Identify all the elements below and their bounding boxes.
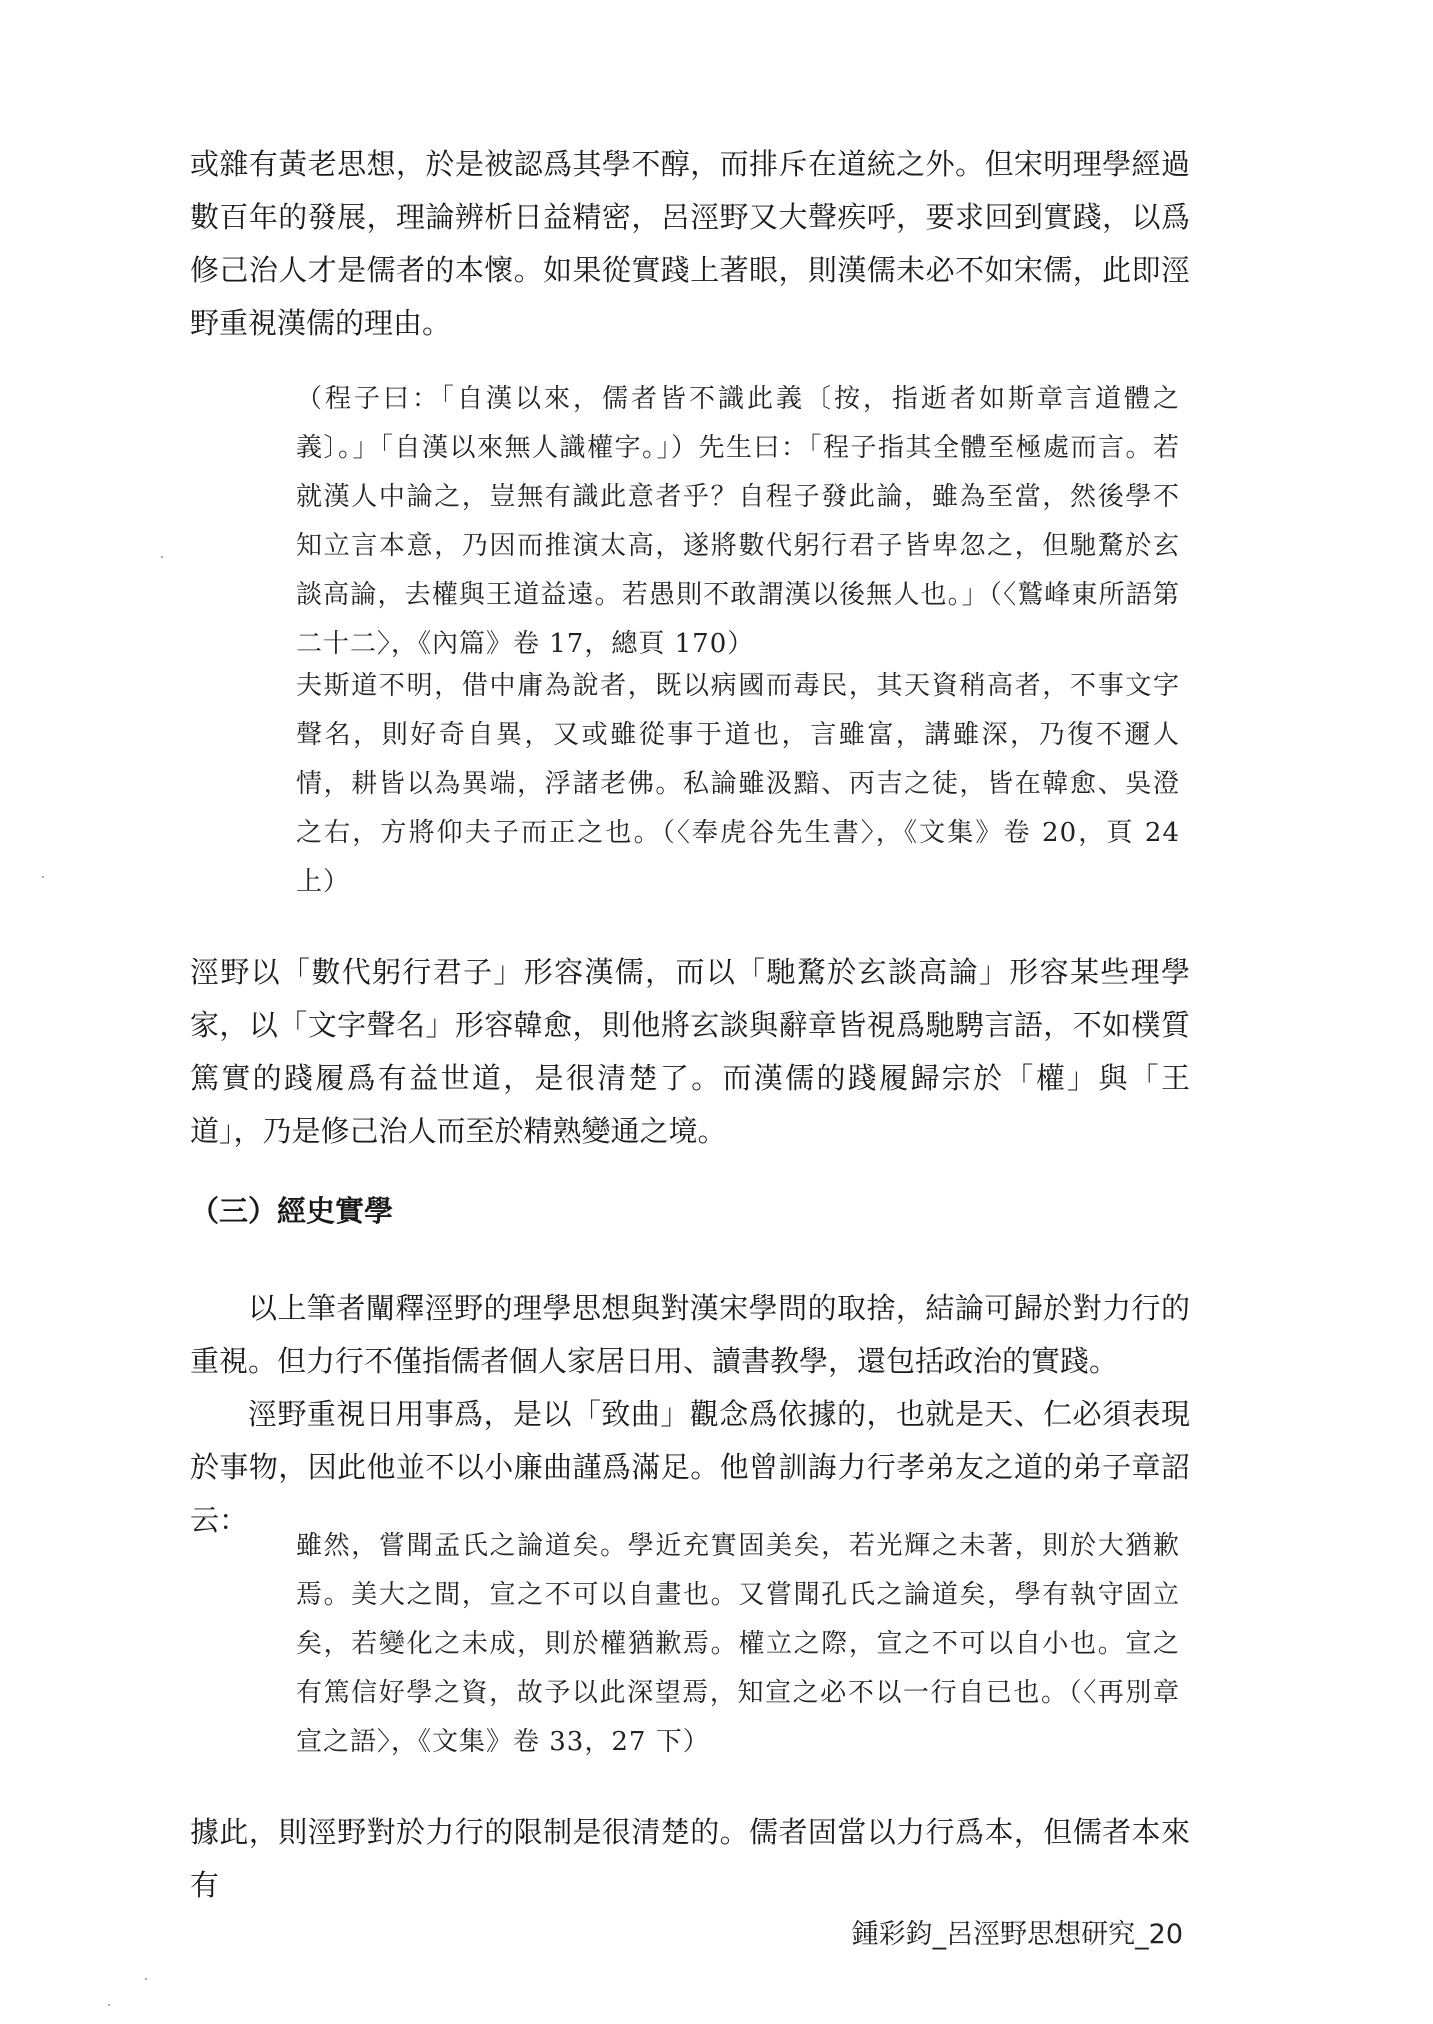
block-quote-2: 夫斯道不明，借中庸為說者，既以病國而毒民，其天資稍高者，不事文字聲名，則好奇自異，又或雖從事于道也，言雖富，講雖深，乃復不邇人情，耕皆以為異端，浮諸老佛。私論雖汲黯、丙吉之徒，皆在韓愈、吳澄之右，方將仰夫子而正之也。（〈奉虎谷先生書〉，《文集》卷 20，頁 24 上） [296,671,1180,897]
scan-speck [42,876,44,878]
section-heading: （三）經史實學 [190,1194,394,1228]
block-quote-1: （程子曰：「自漢以來，儒者皆不識此義〔按，指逝者如斯章言道體之義〕。」「自漢以來無人識權字。」）先生曰：「程子指其全體至極處而言。若就漢人中論之，豈無有識此意者乎？自程子發此論，雖為至當，然後學不知立言本意，乃因而推演太高，遂將數代躬行君子皆卑忽之，但馳騖於玄談高論，去權與王道益遠。若愚則不敢謂漢以後無人也。」（〈鷲峰東所語第二十二〉，《內篇》卷 17，總頁 170） [296,384,1180,659]
body-paragraph-2: 涇野以「數代躬行君子」形容漢儒，而以「馳騖於玄談高論」形容某些理學家，以「文字聲名」形容韓愈，則他將玄談與辭章皆視爲馳騁言語，不如樸質篤實的踐履爲有益世道，是很清楚了。而漢儒的踐履歸宗於「權」與「王道」，乃是修己治人而至於精熟變通之境。 [190,955,1190,1148]
page-footer: 鍾彩鈞_呂涇野思想研究_20 [851,1919,1183,1950]
block-quote-3: 雖然，嘗聞孟氏之論道矣。學近充實固美矣，若光輝之未著，則於大猶歉焉。美大之間，宣之不可以自畫也。又嘗聞孔氏之論道矣，學有執守固立矣，若變化之未成，則於權猶歉焉。權立之際，宣之不可以自小也。宣之有篤信好學之資，故予以此深望焉，知宣之必不以一行自已也。（〈再別章宣之語〉，《文集》卷 33，27 下） [296,1531,1180,1757]
scan-speck [108,2004,110,2006]
scan-speck [161,556,163,558]
body-paragraph-5: 據此，則涇野對於力行的限制是很清楚的。儒者固當以力行爲本，但儒者本來有 [190,1815,1190,1902]
scan-speck [145,1978,147,1980]
body-paragraph-1: 或雜有黃老思想，於是被認爲其學不醇，而排斥在道統之外。但宋明理學經過數百年的發展，理論辨析日益精密，呂涇野又大聲疾呼，要求回到實踐，以爲修己治人才是儒者的本懷。如果從實踐上著眼，則漢儒未必不如宋儒，此即涇野重視漢儒的理由。 [190,147,1190,340]
body-paragraph-3: 以上筆者闡釋涇野的理學思想與對漢宋學問的取捨，結論可歸於對力行的重視。但力行不僅指儒者個人家居日用、讀書教學，還包括政治的實踐。 [190,1291,1190,1378]
body-paragraph-4: 涇野重視日用事爲，是以「致曲」觀念爲依據的，也就是天、仁必須表現於事物，因此他並不以小廉曲謹爲滿足。他曾訓誨力行孝弟友之道的弟子章詔云： [190,1397,1190,1537]
